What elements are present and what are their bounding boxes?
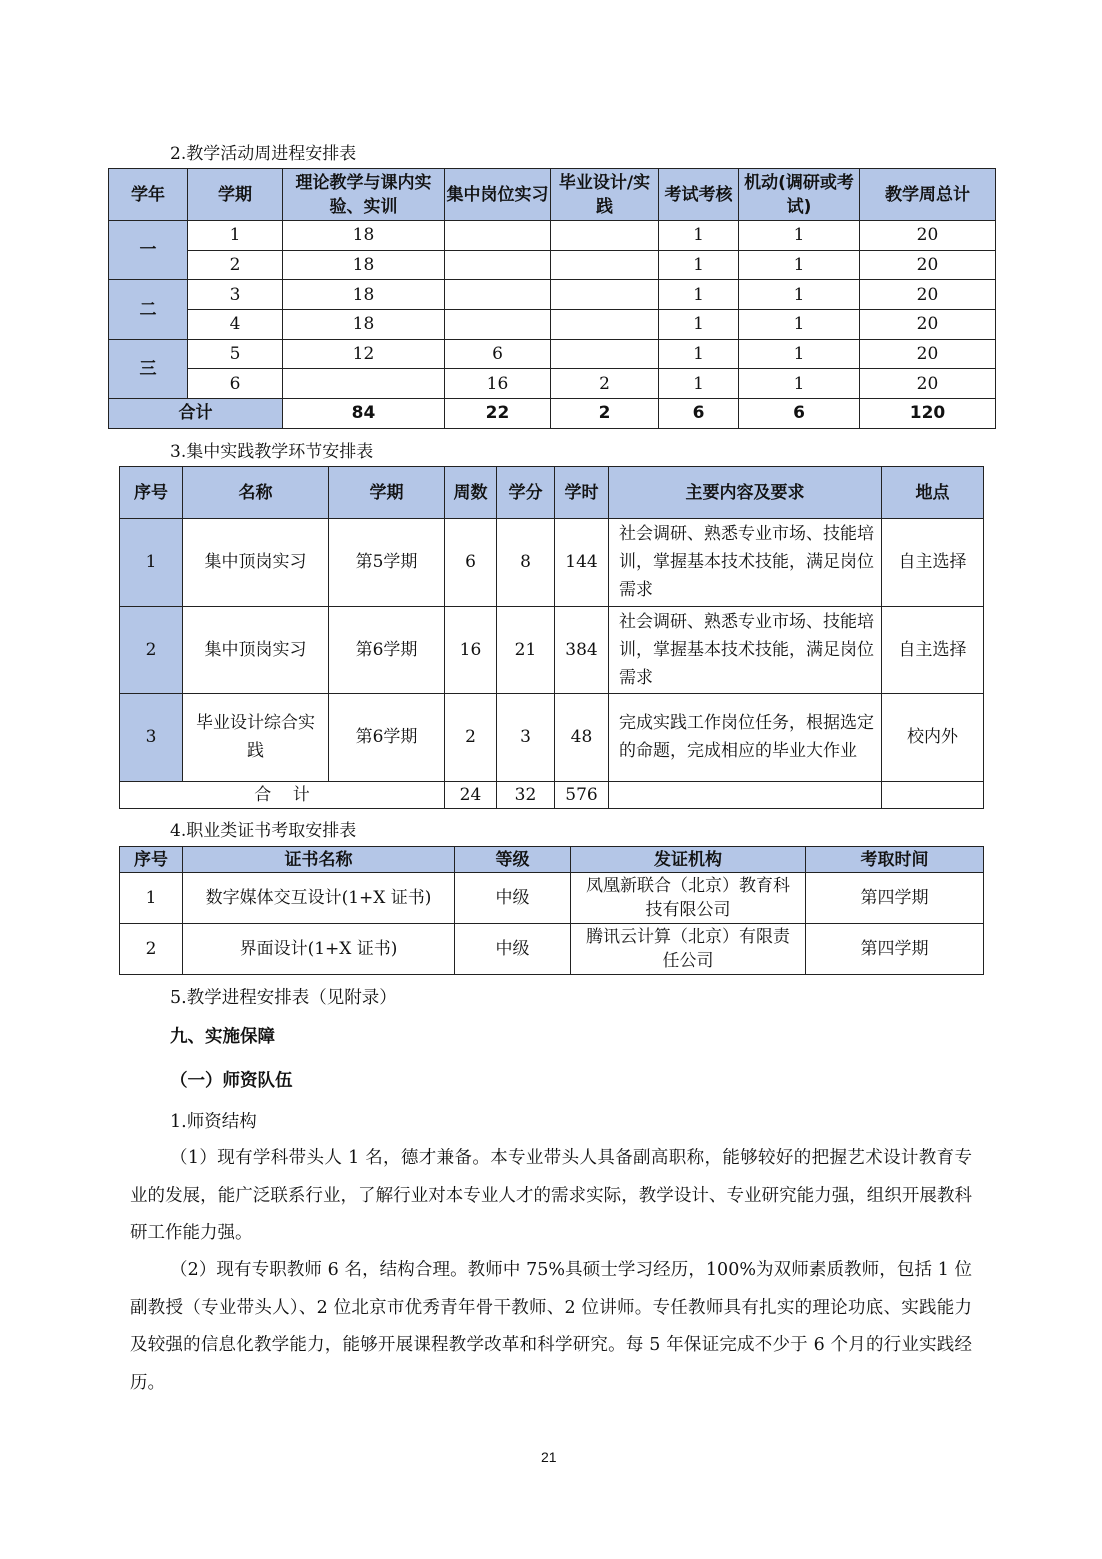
table-cell: 12 — [283, 339, 445, 369]
teaching-weeks-table — [108, 168, 996, 429]
table-cell: 1 — [739, 221, 860, 251]
table-cell — [551, 221, 659, 251]
header-flexible: 机动(调研或考试) — [739, 169, 860, 221]
header-total-weeks: 教学周总计 — [860, 169, 996, 221]
table-cell: 18 — [283, 310, 445, 340]
table-cell: 1 — [659, 221, 739, 251]
header-internship: 集中岗位实习 — [445, 169, 551, 221]
table-cell: 1 — [739, 250, 860, 280]
table-cell — [283, 369, 445, 399]
table-cell: 第四学期 — [806, 873, 984, 924]
table-cell: 自主选择 — [882, 606, 984, 694]
table-cell — [551, 250, 659, 280]
page-number: 21 — [541, 1449, 557, 1465]
header-graduation: 毕业设计/实践 — [551, 169, 659, 221]
year-cell: 一 — [109, 221, 188, 280]
table-cell — [445, 280, 551, 310]
header-term: 学期 — [329, 467, 445, 519]
header-location: 地点 — [882, 467, 984, 519]
header-cert-name: 证书名称 — [183, 847, 455, 873]
total-cell: 2 — [551, 399, 659, 429]
certificate-table — [119, 846, 984, 975]
total-cell: 576 — [555, 781, 609, 808]
table-cell: 2 — [551, 369, 659, 399]
total-cell: 84 — [283, 399, 445, 429]
header-year: 学年 — [109, 169, 188, 221]
practice-table — [119, 466, 984, 809]
table-cell: 18 — [283, 250, 445, 280]
table-cell: 第6学期 — [329, 606, 445, 694]
table-cell: 384 — [555, 606, 609, 694]
total-cell: 22 — [445, 399, 551, 429]
table-cell: 144 — [555, 519, 609, 607]
table-cell: 18 — [283, 221, 445, 251]
table-cell — [445, 221, 551, 251]
total-cell — [609, 781, 882, 808]
total-label: 合计 — [109, 399, 283, 429]
table-cell: 1 — [739, 369, 860, 399]
table-cell: 16 — [445, 369, 551, 399]
table-cell: 6 — [188, 369, 283, 399]
table-cell — [445, 310, 551, 340]
total-cell: 6 — [739, 399, 860, 429]
seq-cell: 2 — [120, 606, 183, 694]
table-cell: 1 — [659, 280, 739, 310]
table-cell: 1 — [188, 221, 283, 251]
table-cell: 毕业设计综合实践 — [183, 694, 329, 782]
table-cell: 2 — [120, 924, 183, 975]
table-cell: 20 — [860, 221, 996, 251]
table-cell: 界面设计(1+X 证书) — [183, 924, 455, 975]
paragraph: （2）现有专职教师 6 名，结构合理。教师中 75%具硕士学习经历，100%为双师素质教师，包括 1 位副教授（专业带头人）、2 位北京市优秀青年骨干教师、2 位讲师。专任教师具有扎实的理论功底、实践能力及较强的信息化教学能力，能够开展课程教学改革和科学研究。每 5 年保证完成不少于 6 个月的行业实践经历。 — [130, 1260, 972, 1393]
table-cell: 20 — [860, 339, 996, 369]
header-hours: 学时 — [555, 467, 609, 519]
table-cell: 6 — [445, 519, 497, 607]
table-cell: 4 — [188, 310, 283, 340]
table-cell: 3 — [188, 280, 283, 310]
table-cell — [445, 250, 551, 280]
table-cell: 中级 — [455, 873, 571, 924]
table-cell — [551, 339, 659, 369]
table-cell: 腾讯云计算（北京）有限责任公司 — [571, 924, 806, 975]
header-name: 名称 — [183, 467, 329, 519]
table-cell: 第6学期 — [329, 694, 445, 782]
header-theory: 理论教学与课内实验、实训 — [283, 169, 445, 221]
table-cell: 20 — [860, 310, 996, 340]
section-heading: 九、实施保障 — [170, 1027, 275, 1047]
content-cell: 社会调研、熟悉专业市场、技能培训，掌握基本技术技能，满足岗位需求 — [609, 519, 882, 607]
total-cell: 32 — [497, 781, 555, 808]
table-cell: 48 — [555, 694, 609, 782]
table5-caption: 5.教学进程安排表（见附录） — [170, 988, 397, 1008]
table-cell: 凤凰新联合（北京）教育科技有限公司 — [571, 873, 806, 924]
table-cell: 自主选择 — [882, 519, 984, 607]
table-cell: 1 — [659, 250, 739, 280]
total-cell: 6 — [659, 399, 739, 429]
table-cell: 1 — [120, 873, 183, 924]
table-cell: 1 — [659, 369, 739, 399]
table-cell: 2 — [445, 694, 497, 782]
table-cell: 3 — [497, 694, 555, 782]
table3-caption: 3.集中实践教学环节安排表 — [170, 442, 374, 462]
total-cell: 24 — [445, 781, 497, 808]
table-cell: 1 — [659, 310, 739, 340]
table-cell: 21 — [497, 606, 555, 694]
table-cell: 5 — [188, 339, 283, 369]
table-cell: 数字媒体交互设计(1+X 证书) — [183, 873, 455, 924]
table-cell: 6 — [445, 339, 551, 369]
table-cell: 1 — [659, 339, 739, 369]
year-cell: 二 — [109, 280, 188, 339]
table-cell: 1 — [739, 280, 860, 310]
header-issuer: 发证机构 — [571, 847, 806, 873]
table-cell — [551, 310, 659, 340]
sub-heading: 1.师资结构 — [170, 1112, 257, 1132]
seq-cell: 1 — [120, 519, 183, 607]
header-weeks: 周数 — [445, 467, 497, 519]
table-cell: 第四学期 — [806, 924, 984, 975]
header-exam: 考试考核 — [659, 169, 739, 221]
table2-caption: 2.教学活动周进程安排表 — [170, 144, 357, 164]
table4-caption: 4.职业类证书考取安排表 — [170, 821, 357, 841]
table-cell: 18 — [283, 280, 445, 310]
content-cell: 完成实践工作岗位任务，根据选定的命题，完成相应的毕业大作业 — [609, 694, 882, 782]
paragraph: （1）现有学科带头人 1 名，德才兼备。本专业带头人具备副高职称，能够较好的把握艺术设计教育专业的发展，能广泛联系行业，了解行业对本专业人才的需求实际，教学设计、专业研究能力强，组织开展教科研工作能力强。 — [130, 1148, 972, 1243]
table-cell: 20 — [860, 280, 996, 310]
header-level: 等级 — [455, 847, 571, 873]
table-cell: 20 — [860, 250, 996, 280]
table-cell: 集中顶岗实习 — [183, 519, 329, 607]
header-exam-time: 考取时间 — [806, 847, 984, 873]
table-cell: 校内外 — [882, 694, 984, 782]
header-seq: 序号 — [120, 847, 183, 873]
year-cell: 三 — [109, 339, 188, 398]
header-term: 学期 — [188, 169, 283, 221]
total-label: 合 计 — [120, 781, 445, 808]
total-cell: 120 — [860, 399, 996, 429]
table-cell: 20 — [860, 369, 996, 399]
table-cell: 第5学期 — [329, 519, 445, 607]
table-cell: 1 — [739, 310, 860, 340]
table-cell: 集中顶岗实习 — [183, 606, 329, 694]
header-content: 主要内容及要求 — [609, 467, 882, 519]
table-cell: 8 — [497, 519, 555, 607]
table-cell: 16 — [445, 606, 497, 694]
table-cell: 1 — [739, 339, 860, 369]
content-cell: 社会调研、熟悉专业市场、技能培训，掌握基本技术技能，满足岗位需求 — [609, 606, 882, 694]
subsection-heading: （一）师资队伍 — [170, 1071, 293, 1091]
header-seq: 序号 — [120, 467, 183, 519]
table-cell — [551, 280, 659, 310]
header-credits: 学分 — [497, 467, 555, 519]
total-cell — [882, 781, 984, 808]
seq-cell: 3 — [120, 694, 183, 782]
table-cell: 2 — [188, 250, 283, 280]
table-cell: 中级 — [455, 924, 571, 975]
